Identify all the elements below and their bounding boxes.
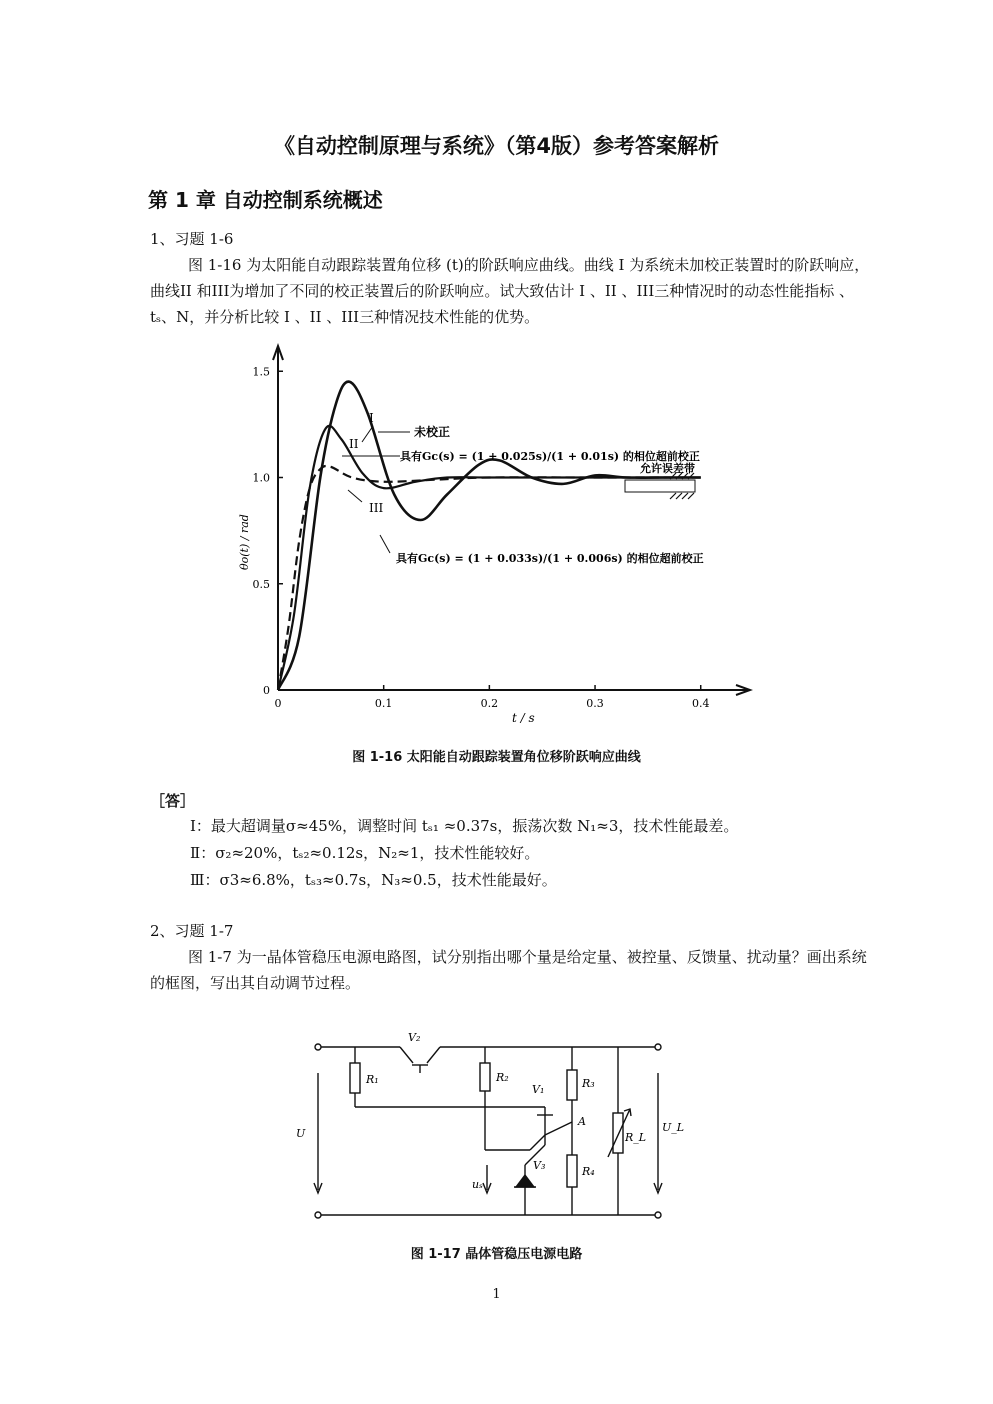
figure2-caption: 图 1-17 晶体管稳压电源电路 xyxy=(410,1247,583,1262)
chapter-title: 第 1 章 自动控制系统概述 xyxy=(148,188,383,212)
y-axis-label: θo(t) / rad xyxy=(238,514,251,570)
y-tick-label: 0 xyxy=(263,684,270,697)
y-tick-label: 1.0 xyxy=(252,471,270,485)
answer-label: ［答］ xyxy=(150,792,196,810)
curve-label-II: II xyxy=(349,437,359,451)
problem1-label: 1、习题 1-6 xyxy=(150,230,234,248)
note-correction-II: 具有Gc(s) = (1 + 0.025s)/(1 + 0.01s) 的相位超前校正 xyxy=(400,450,700,463)
answer-line-3: Ⅲ：σ3≈6.8%，tₛ₃≈0.7s，N₃≈0.5，技术性能最好。 xyxy=(190,871,557,889)
series-line-I xyxy=(278,382,701,690)
x-axis-label: t / s xyxy=(512,711,535,725)
label-U: U xyxy=(296,1127,306,1140)
step-response-chart xyxy=(230,340,770,730)
label-RL: R_L xyxy=(625,1131,647,1144)
x-origin-label: 0 xyxy=(274,697,282,710)
problem2-label: 2、习题 1-7 xyxy=(150,922,234,940)
y-tick-label: 0.5 xyxy=(252,577,270,591)
curve-label-I: I xyxy=(369,411,374,425)
band-label: 允许误差带 xyxy=(640,462,695,475)
label-R2: R₂ xyxy=(496,1071,509,1084)
answer-line-1: Ⅰ：最大超调量σ≈45%，调整时间 tₛ₁ ≈0.37s，振荡次数 N₁≈3，技术性能最差。 xyxy=(190,817,739,835)
x-tick-label: 0.1 xyxy=(374,697,393,710)
label-V1: V₁ xyxy=(532,1083,545,1096)
problem1-body: 图 1-16 为太阳能自动跟踪装置角位移 (t)的阶跃响应曲线。曲线 I 为系统未加校正装置时的阶跃响应，曲线II 和III为增加了不同的校正装置后的阶跃响应。试大致估计 I 、II 、III三种情况时的动态性能指标 、tₛ、N，并分析比较 I 、II 、III三种情况技术性能的优势。 xyxy=(150,256,870,326)
curve-label-III: III xyxy=(369,501,384,515)
label-A: A xyxy=(578,1115,586,1128)
x-tick-label: 0.4 xyxy=(691,697,710,710)
document-title: 《自动控制原理与系统》（第4版）参考答案解析 xyxy=(273,134,720,158)
label-V2: V₂ xyxy=(408,1031,421,1044)
label-R1: R₁ xyxy=(366,1073,379,1086)
label-R3: R₃ xyxy=(582,1077,595,1090)
label-R4: R₄ xyxy=(582,1165,595,1178)
figure1-caption: 图 1-16 太阳能自动跟踪装置角位移阶跃响应曲线 xyxy=(352,750,641,765)
label-UL: U_L xyxy=(662,1121,685,1134)
label-V3: V₃ xyxy=(533,1159,546,1172)
x-tick-label: 0.2 xyxy=(480,697,499,710)
problem2-body: 图 1-7 为一晶体管稳压电源电路图，试分别指出哪个量是给定量、被控量、反馈量、扰动量？画出系统的框图，写出其自动调节过程。 xyxy=(150,948,867,992)
x-tick-label: 0.3 xyxy=(586,697,604,710)
page-number: 1 xyxy=(492,1287,501,1302)
label-us: uₛ xyxy=(472,1178,483,1191)
series-line-III xyxy=(278,466,701,690)
y-tick-label: 1.5 xyxy=(252,365,270,379)
error-band xyxy=(625,480,695,492)
answer-line-2: Ⅱ：σ₂≈20%，tₛ₂≈0.12s，N₂≈1，技术性能较好。 xyxy=(190,844,540,862)
note-correction-III: 具有Gc(s) = (1 + 0.033s)/(1 + 0.006s) 的相位超前校正 xyxy=(396,552,704,565)
circuit-diagram xyxy=(296,1025,685,1230)
note-uncorrected: 未校正 xyxy=(414,425,451,439)
